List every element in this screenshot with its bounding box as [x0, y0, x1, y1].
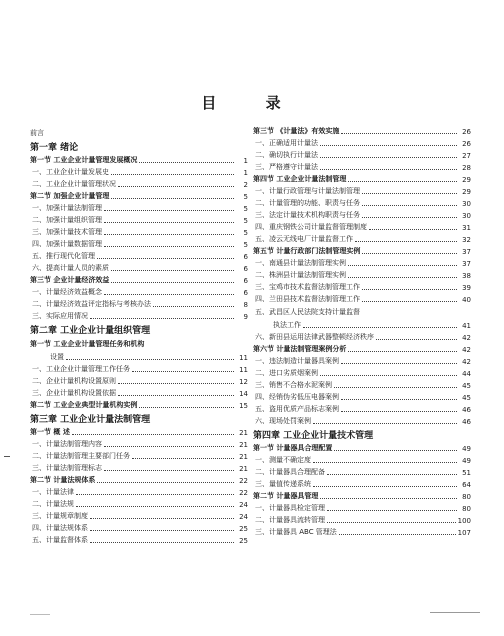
toc-entry: [30, 437, 248, 449]
toc-entry-page: 1: [243, 169, 248, 177]
dot-leader: [327, 521, 456, 523]
toc-entry-label: 二、企业计量机构设置原则: [32, 377, 116, 385]
toc-entry-page: 9: [243, 313, 248, 321]
toc-entry-page: 45: [462, 382, 471, 390]
toc-entry-page: 49: [462, 445, 471, 453]
dot-leader: [348, 264, 457, 266]
toc-entry-page: 21: [239, 441, 248, 449]
dot-leader: [362, 300, 457, 302]
toc-entry-label: 第一节 工业企业计量管理任务和机构: [30, 340, 145, 348]
toc-entry-label: 第三章 工业企业计量法制管理: [30, 415, 151, 425]
toc-section: [30, 473, 248, 485]
toc-entry-label: 一、计量行政管理与计量法制管理: [255, 187, 360, 195]
toc-entry: [253, 136, 471, 148]
dot-leader: [111, 197, 234, 199]
toc-entry: [30, 386, 248, 398]
toc-entry-page: 31: [462, 224, 471, 232]
toc-entry-page: 15: [239, 402, 248, 410]
dot-leader: [118, 382, 234, 384]
toc-entry-label: 二、计量法规: [32, 500, 74, 508]
toc-entry-page: 27: [462, 152, 471, 160]
toc-entry-page: 21: [239, 429, 248, 437]
toc-entry-label: 三、法定计量技术机构职责与任务: [255, 211, 360, 219]
dot-leader: [362, 252, 457, 254]
toc-entry-label: 二、计量法制管理主要部门任务: [32, 452, 130, 460]
toc-entry-label: 第二节 计量法规体系: [30, 476, 96, 484]
dot-leader: [369, 228, 457, 230]
dot-leader: [139, 406, 234, 408]
toc-entry-label: 二、计量管理的功能、职责与任务: [255, 199, 360, 207]
toc-entry-page: 46: [462, 406, 471, 414]
toc-entry-page: 2: [243, 181, 248, 189]
toc-entry-label: 二、计量器具合理配备: [255, 468, 325, 476]
dot-leader: [104, 221, 234, 223]
dot-leader: [104, 293, 234, 295]
dot-leader: [362, 192, 457, 194]
toc-entry-label: 二、株洲县计量法制管理实例: [255, 271, 346, 279]
dot-leader: [111, 281, 234, 283]
toc-entry-page: 14: [239, 390, 248, 398]
toc-entry: [253, 525, 471, 537]
toc-entry: [30, 374, 248, 386]
toc-entry-page: 100: [457, 517, 471, 525]
toc-entry-label: 第二节 加强企业计量管理: [30, 192, 110, 200]
dot-leader: [320, 156, 457, 158]
dot-leader: [341, 410, 457, 412]
dot-leader: [320, 168, 457, 170]
toc-entry-page: 42: [462, 358, 471, 366]
dot-leader: [90, 517, 234, 519]
toc-entry-page: 25: [239, 537, 248, 545]
toc-entry: [253, 280, 471, 292]
page-title: 目 录: [201, 94, 303, 112]
toc-entry-page: 29: [462, 176, 471, 184]
scan-line: [430, 612, 480, 613]
toc-entry-page: 21: [239, 465, 248, 473]
toc-entry: [30, 177, 248, 189]
toc-entry-page: 39: [462, 284, 471, 292]
toc-entry-label: 五、武昌区人民法院支持计量监督: [255, 308, 360, 316]
toc-entry-page: 64: [462, 481, 471, 489]
dot-leader: [76, 493, 234, 495]
toc-entry: [30, 485, 248, 497]
toc-chapter: [30, 410, 248, 425]
toc-entry: [253, 513, 471, 525]
toc-chapter: [30, 321, 248, 336]
toc-entry-label: 三、计量器具 ABC 管理法: [255, 528, 337, 536]
toc-entry: [30, 533, 248, 545]
toc-entry-page: 21: [239, 453, 248, 461]
toc-entry-page: 6: [243, 253, 248, 261]
toc-entry: [253, 196, 471, 208]
scan-mark: [4, 456, 10, 457]
dot-leader: [355, 240, 457, 242]
dot-leader: [313, 422, 457, 424]
toc-entry: [253, 354, 471, 366]
toc-section: [253, 342, 471, 354]
toc-entry-page: 6: [243, 277, 248, 285]
toc-entry-label: 一、工业企业计量发展史: [32, 168, 109, 176]
toc-entry: [30, 349, 248, 362]
toc-section: [253, 489, 471, 501]
dot-leader: [90, 541, 234, 543]
toc-entry-label: 六、提高计量人员的素质: [32, 264, 109, 272]
toc-section: [30, 425, 248, 437]
toc-entry: [30, 449, 248, 461]
toc-entry: [30, 309, 248, 321]
dot-leader: [76, 505, 234, 507]
toc-entry: [30, 461, 248, 473]
dot-leader: [97, 481, 234, 483]
dot-leader: [132, 457, 234, 459]
toc-entry-label: 五、盗用优质产品标志案例: [255, 405, 339, 413]
toc-entry-page: 38: [462, 272, 471, 280]
toc-entry-page: 5: [243, 217, 248, 225]
toc-entry-label: 设置: [50, 353, 64, 361]
toc-entry: [30, 124, 248, 138]
toc-entry-label: 第四章 工业企业计量技术管理: [253, 431, 374, 441]
toc-section: [253, 124, 471, 136]
toc-entry-label: 二、进口劣质烟案例: [255, 369, 318, 377]
toc-entry: [30, 213, 248, 225]
toc-entry-page: 41: [462, 322, 471, 330]
toc-entry-label: 第三节 《计量法》有效实施: [253, 127, 340, 135]
dot-leader: [339, 533, 456, 535]
toc-entry-label: 一、加强计量法制管理: [32, 204, 102, 212]
toc-entry-page: 30: [462, 200, 471, 208]
toc-entry-page: 45: [462, 394, 471, 402]
toc-entry-label: 第一节 概 述: [30, 428, 70, 436]
toc-entry-page: 11: [239, 366, 248, 374]
dot-leader: [313, 485, 457, 487]
dot-leader: [72, 433, 234, 435]
toc-entry: [253, 390, 471, 402]
toc-entry-page: 24: [239, 501, 248, 509]
dot-leader: [104, 445, 234, 447]
toc-entry: [253, 268, 471, 280]
dot-leader: [104, 209, 234, 211]
dot-leader: [118, 185, 234, 187]
toc-entry-label: 第四节 工业企业计量法制管理: [253, 175, 347, 183]
toc-entry-page: 32: [462, 236, 471, 244]
dot-leader: [104, 245, 234, 247]
dot-leader: [66, 358, 234, 360]
toc-entry-label: 二、加强计量组织管理: [32, 216, 102, 224]
toc-entry-label: 第二章 工业企业计量组织管理: [30, 326, 151, 336]
toc-entry-label: 五、计量监督体系: [32, 536, 88, 544]
toc-entry-page: 42: [462, 334, 471, 342]
toc-entry-page: 46: [462, 418, 471, 426]
toc-entry: [253, 453, 471, 465]
toc-entry-page: 5: [243, 193, 248, 201]
toc-section: [30, 336, 248, 349]
toc-entry-label: 五、凌云无线电厂计量监督工作: [255, 235, 353, 243]
toc-entry-label: 二、计量经济效益评定指标与考核办法: [32, 300, 151, 308]
toc-entry-page: 37: [462, 260, 471, 268]
toc-entry-page: 25: [239, 525, 248, 533]
toc-entry-page: 5: [243, 241, 248, 249]
toc-entry: [253, 402, 471, 414]
toc-entry-label: 六、现场处罚案例: [255, 417, 311, 425]
toc-entry-page: 80: [462, 493, 471, 501]
dot-leader: [348, 180, 457, 182]
toc-chapter: [253, 426, 471, 441]
dot-leader: [362, 288, 457, 290]
toc-entry-label: 四、计量法规体系: [32, 524, 88, 532]
toc-entry-page: 26: [462, 140, 471, 148]
toc-entry-label: 第二节 工业企业典型计量机构实例: [30, 401, 138, 409]
toc-entry-label: 一、南通县计量法制管理实例: [255, 259, 346, 267]
toc-entry-page: 5: [243, 205, 248, 213]
toc-entry-label: 三、企业计量机构设置依据: [32, 389, 116, 397]
toc-entry-label: 四、重庆钢铁公司计量监督管理制度: [255, 223, 367, 231]
toc-entry-page: 44: [462, 370, 471, 378]
toc-entry-label: 一、违法制造计量器具案例: [255, 357, 339, 365]
toc-entry-label: 二、确切执行计量法: [255, 151, 318, 159]
toc-section: [30, 398, 248, 410]
toc-entry-page: 37: [462, 248, 471, 256]
dot-leader: [320, 497, 457, 499]
toc-entry: [253, 414, 471, 426]
toc-entry-label: 四、兰田县技术监督法制管理工作: [255, 295, 360, 303]
dot-leader: [376, 338, 457, 340]
toc-entry: [30, 297, 248, 309]
toc-entry-page: 22: [239, 489, 248, 497]
toc-entry-label: 五、推行现代化管理: [32, 252, 95, 260]
toc-entry-label: 三、宝鸡市技术监督法制管理工作: [255, 283, 360, 291]
dot-leader: [320, 374, 457, 376]
toc-entry: [253, 477, 471, 489]
toc-entry-label: 前言: [30, 129, 44, 137]
dot-leader: [320, 144, 457, 146]
toc-entry-label: 一、计量法制管理内容: [32, 440, 102, 448]
toc-entry-page: 29: [462, 188, 471, 196]
toc-entry-label: 三、加强计量技术管理: [32, 228, 102, 236]
toc-entry-page: 42: [462, 346, 471, 354]
dot-leader: [334, 449, 457, 451]
toc-entry: [253, 148, 471, 160]
toc-entry-label: 第三节 企业计量经济效益: [30, 276, 110, 284]
toc-section: [30, 153, 248, 165]
toc-entry: [253, 292, 471, 304]
dot-leader: [139, 161, 234, 163]
toc-entry-label: 二、计量器具流转管理: [255, 516, 325, 524]
toc-entry: [253, 208, 471, 220]
toc-entry: [30, 509, 248, 521]
toc-entry-page: 8: [243, 301, 248, 309]
toc-entry-page: 5: [243, 229, 248, 237]
toc-entry-page: 24: [239, 513, 248, 521]
dot-leader: [97, 257, 234, 259]
toc-entry-label: 执法工作: [273, 321, 301, 329]
toc-entry: [30, 249, 248, 261]
toc-entry: [253, 501, 471, 513]
toc-section: [30, 273, 248, 285]
toc-entry-label: 第二节 计量器具管理: [253, 492, 319, 500]
toc-entry-label: 一、计量法律: [32, 488, 74, 496]
toc-entry-page: 26: [462, 128, 471, 136]
toc-section: [253, 441, 471, 453]
dot-leader: [362, 216, 457, 218]
toc-left-column: [30, 124, 248, 545]
toc-entry-page: 40: [462, 296, 471, 304]
dot-leader: [104, 469, 234, 471]
toc-entry: [253, 256, 471, 268]
toc-entry-page: 6: [243, 265, 248, 273]
toc-entry-page: 11: [239, 354, 248, 362]
toc-entry-label: 一、测量不确定度: [255, 456, 311, 464]
dot-leader: [334, 386, 457, 388]
toc-entry-page: 51: [462, 469, 471, 477]
toc-entry: [30, 261, 248, 273]
toc-entry-label: 三、计量规章制度: [32, 512, 88, 520]
toc-entry: [30, 362, 248, 374]
toc-entry-label: 第一节 工业企业计量管理发展概况: [30, 156, 138, 164]
toc-entry-page: 22: [239, 477, 248, 485]
toc-entry-label: 第六节 计量法制管理案例分析: [253, 345, 347, 353]
scan-line: [30, 614, 50, 615]
toc-entry-label: 四、经销伪劣低压电器案例: [255, 393, 339, 401]
toc-entry: [253, 232, 471, 244]
toc-entry-label: 三、实际应用情况: [32, 312, 88, 320]
dot-leader: [303, 326, 457, 328]
toc-entry-label: 一、正确适用计量法: [255, 139, 318, 147]
dot-leader: [90, 529, 234, 531]
toc-section: [253, 244, 471, 256]
toc-entry: [253, 330, 471, 342]
toc-entry-label: 三、销售不合格水泥案例: [255, 381, 332, 389]
dot-leader: [132, 370, 234, 372]
toc-entry: [253, 366, 471, 378]
toc-right-column: [253, 124, 471, 537]
toc-entry: [253, 317, 471, 330]
dot-leader: [111, 173, 234, 175]
toc-chapter: [30, 138, 248, 153]
dot-leader: [153, 305, 234, 307]
dot-leader: [327, 473, 457, 475]
toc-entry-label: 二、工业企业计量管理状况: [32, 180, 116, 188]
toc-entry: [30, 225, 248, 237]
toc-entry-page: 49: [462, 457, 471, 465]
toc-entry-page: 12: [239, 378, 248, 386]
toc-entry-label: 三、量值传递系统: [255, 480, 311, 488]
toc-entry-label: 三、严格遵守计量法: [255, 163, 318, 171]
toc-entry: [30, 237, 248, 249]
toc-entry: [253, 378, 471, 390]
dot-leader: [90, 317, 234, 319]
toc-entry-label: 六、新田县运用法律武器整顿经济秩序: [255, 333, 374, 341]
toc-entry-label: 三、计量法制管理标志: [32, 464, 102, 472]
dot-leader: [313, 461, 457, 463]
toc-entry: [253, 304, 471, 317]
toc-entry: [30, 497, 248, 509]
toc-entry-page: 30: [462, 212, 471, 220]
toc-entry: [253, 184, 471, 196]
toc-entry-label: 四、加强计量数据管理: [32, 240, 102, 248]
dot-leader: [327, 509, 457, 511]
dot-leader: [362, 204, 457, 206]
toc-entry-page: 107: [457, 529, 471, 537]
toc-entry-label: 一、计量经济效益概念: [32, 288, 102, 296]
dot-leader: [341, 398, 457, 400]
toc-entry: [30, 521, 248, 533]
dot-leader: [341, 132, 457, 134]
toc-entry-label: 第一节 计量器具合理配置: [253, 444, 333, 452]
toc-entry-label: 第五节 计量行政部门法制管理实例: [253, 247, 361, 255]
dot-leader: [348, 350, 457, 352]
toc-entry-label: 一、工业企业计量管理工作任务: [32, 365, 130, 373]
toc-entry-label: 一、计量器具检定管理: [255, 504, 325, 512]
toc-entry-page: 28: [462, 164, 471, 172]
toc-entry-page: 1: [243, 157, 248, 165]
dot-leader: [348, 276, 457, 278]
toc-entry: [253, 465, 471, 477]
toc-section: [253, 172, 471, 184]
toc-entry: [30, 201, 248, 213]
toc-entry-page: 80: [462, 505, 471, 513]
dot-leader: [341, 362, 457, 364]
toc-entry: [253, 220, 471, 232]
toc-section: [30, 189, 248, 201]
toc-entry: [30, 165, 248, 177]
toc-entry: [30, 285, 248, 297]
toc-entry-label: 第一章 绪论: [30, 143, 79, 153]
dot-leader: [111, 269, 234, 271]
toc-entry-page: 6: [243, 289, 248, 297]
dot-leader: [104, 233, 234, 235]
dot-leader: [118, 394, 234, 396]
toc-entry: [253, 160, 471, 172]
